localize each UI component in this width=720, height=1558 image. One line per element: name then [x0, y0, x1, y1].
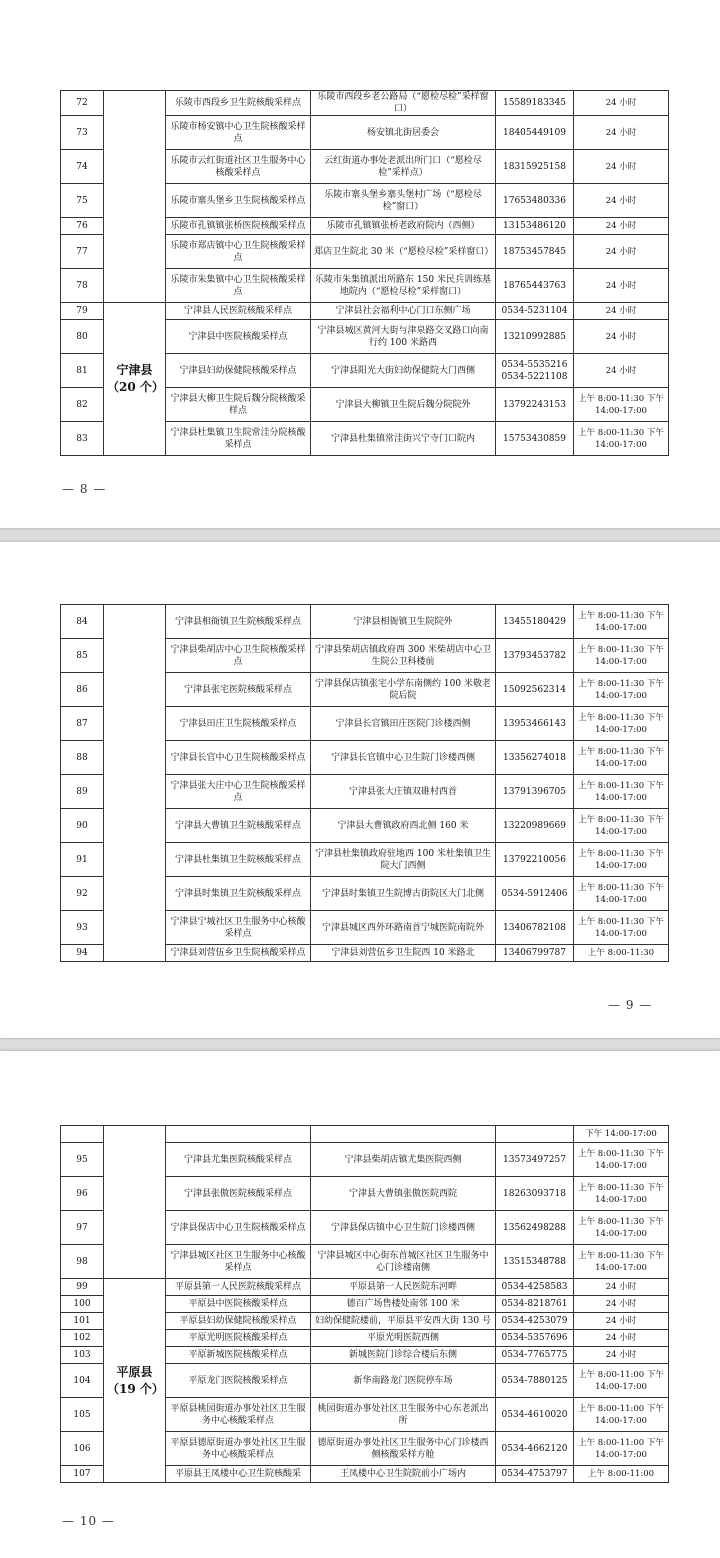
row-number: 90 [61, 809, 104, 843]
site-address: 桃园街道办事处社区卫生服务中心东老派出所 [311, 1398, 496, 1432]
contact-phone: 13792243153 [496, 388, 574, 422]
row-number: 86 [61, 673, 104, 707]
service-hours: 24 小时 [574, 235, 669, 269]
site-address: 乐陵市西段乡老公路局（“愿检尽检”采样窗口） [311, 91, 496, 116]
row-number: 105 [61, 1398, 104, 1432]
service-hours: 上午 8:00-11:30 下午 14:00-17:00 [574, 707, 669, 741]
row-number: 91 [61, 843, 104, 877]
sampling-site-table [60, 604, 669, 962]
row-number: 93 [61, 911, 104, 945]
row-number: 80 [61, 320, 104, 354]
service-hours: 24 小时 [574, 320, 669, 354]
service-hours: 上午 8:00-11:00 下午 14:00-17:00 [574, 1432, 669, 1466]
row-number: 102 [61, 1330, 104, 1347]
row-number: 95 [61, 1143, 104, 1177]
service-hours: 上午 8:00-11:30 下午 14:00-17:00 [574, 605, 669, 639]
site-address: 宁津县保店镇中心卫生院门诊楼西侧 [311, 1211, 496, 1245]
site-address: 新城医院门诊综合楼后东侧 [311, 1347, 496, 1364]
site-address: 宁津县张大庄镇双碓村西首 [311, 775, 496, 809]
site-name: 宁津县相衙镇卫生院核酸采样点 [166, 605, 311, 639]
service-hours: 24 小时 [574, 1347, 669, 1364]
site-address: 平原光明医院西侧 [311, 1330, 496, 1347]
site-address: 德百广场售楼处南邻 100 米 [311, 1296, 496, 1313]
document-page-10 [0, 1051, 720, 1558]
site-address: 宁津县城区中心街东首城区社区卫生服务中心门诊楼南侧 [311, 1245, 496, 1279]
contact-phone: 0534-5535216 0534-5221108 [496, 354, 574, 388]
site-name: 宁津县张宅医院核酸采样点 [166, 673, 311, 707]
service-hours: 24 小时 [574, 1313, 669, 1330]
site-address: 宁津县相衙镇卫生院院外 [311, 605, 496, 639]
county-cell: 平原县（19 个） [104, 1279, 166, 1483]
service-hours: 24 小时 [574, 1279, 669, 1296]
contact-phone: 15092562314 [496, 673, 574, 707]
county-cell: 宁津县（20 个） [104, 303, 166, 456]
service-hours: 24 小时 [574, 116, 669, 150]
service-hours: 上午 8:00-11:30 下午 14:00-17:00 [574, 639, 669, 673]
contact-phone: 18263093718 [496, 1177, 574, 1211]
row-number: 72 [61, 91, 104, 116]
contact-phone: 13356274018 [496, 741, 574, 775]
row-number: 101 [61, 1313, 104, 1330]
site-address: 新华南路龙门医院停车场 [311, 1364, 496, 1398]
service-hours: 下午 14:00-17:00 [574, 1126, 669, 1143]
site-address: 乐陵市寨头堡乡寨头堡村广场（“愿检尽检”窗口） [311, 184, 496, 218]
site-address: 宁津县社会福利中心门口东侧广场 [311, 303, 496, 320]
contact-phone: 0534-4610020 [496, 1398, 574, 1432]
row-number: 74 [61, 150, 104, 184]
service-hours: 上午 8:00-11:00 [574, 1466, 669, 1483]
site-name [166, 1126, 311, 1143]
contact-phone: 13220989669 [496, 809, 574, 843]
site-address: 郑店卫生院北 30 米（“愿检尽检”采样窗口） [311, 235, 496, 269]
site-name: 宁津县保店中心卫生院核酸采样点 [166, 1211, 311, 1245]
contact-phone: 0534-5357696 [496, 1330, 574, 1347]
site-name: 宁津县张傲医院核酸采样点 [166, 1177, 311, 1211]
site-name: 宁津县柴胡店中心卫生院核酸采样点 [166, 639, 311, 673]
site-name: 平原县桃园街道办事处社区卫生服务中心核酸采样点 [166, 1398, 311, 1432]
row-number: 83 [61, 422, 104, 456]
site-address: 王凤楼中心卫生院院前小广场内 [311, 1466, 496, 1483]
contact-phone: 17653480336 [496, 184, 574, 218]
county-cell [104, 605, 166, 962]
site-name: 乐陵市朱集镇中心卫生院核酸采样点 [166, 269, 311, 303]
site-address: 云红街道办事处老派出所门口（“愿检尽检”采样点） [311, 150, 496, 184]
contact-phone: 13562498288 [496, 1211, 574, 1245]
service-hours: 上午 8:00-11:30 下午 14:00-17:00 [574, 843, 669, 877]
page-number: — 10 — [62, 1514, 115, 1528]
service-hours: 上午 8:00-11:30 下午 14:00-17:00 [574, 741, 669, 775]
site-address [311, 1126, 496, 1143]
site-name: 平原新城医院核酸采样点 [166, 1347, 311, 1364]
row-number: 88 [61, 741, 104, 775]
site-address: 妇幼保健院楼前，平原县平安西大街 130 号 [311, 1313, 496, 1330]
site-address: 宁津县城区黄河大街与津泉路交叉路口向南行约 100 米路西 [311, 320, 496, 354]
service-hours: 上午 8:00-11:30 下午 14:00-17:00 [574, 1211, 669, 1245]
site-address: 乐陵市孔镇镇张桥老政府院内（西侧） [311, 218, 496, 235]
site-name: 乐陵市西段乡卫生院核酸采样点 [166, 91, 311, 116]
service-hours: 上午 8:00-11:30 下午 14:00-17:00 [574, 673, 669, 707]
site-name: 平原县王凤楼中心卫生院核酸采 [166, 1466, 311, 1483]
row-number: 78 [61, 269, 104, 303]
contact-phone: 0534-4258583 [496, 1279, 574, 1296]
service-hours: 上午 8:00-11:30 下午 14:00-17:00 [574, 877, 669, 911]
site-name: 平原县德原街道办事处社区卫生服务中心核酸采样点 [166, 1432, 311, 1466]
site-address: 杨安镇北街居委会 [311, 116, 496, 150]
service-hours: 24 小时 [574, 91, 669, 116]
site-name: 宁津县长官中心卫生院核酸采样点 [166, 741, 311, 775]
row-number: 92 [61, 877, 104, 911]
site-name: 宁津县城区社区卫生服务中心核酸采样点 [166, 1245, 311, 1279]
service-hours: 上午 8:00-11:00 下午 14:00-17:00 [574, 1364, 669, 1398]
contact-phone: 15753430859 [496, 422, 574, 456]
row-number: 98 [61, 1245, 104, 1279]
contact-phone: 18315925158 [496, 150, 574, 184]
site-address: 宁津县大柳镇卫生院后魏分院院外 [311, 388, 496, 422]
document-page-8 [0, 0, 720, 528]
service-hours: 上午 8:00-11:30 下午 14:00-17:00 [574, 775, 669, 809]
table-row [61, 91, 669, 116]
site-name: 宁津县大曹镇卫生院核酸采样点 [166, 809, 311, 843]
service-hours: 上午 8:00-11:30 下午 14:00-17:00 [574, 1143, 669, 1177]
site-address: 宁津县刘营伍乡卫生院西 10 米路北 [311, 945, 496, 962]
service-hours: 24 小时 [574, 1330, 669, 1347]
site-name: 平原光明医院核酸采样点 [166, 1330, 311, 1347]
page-number: — 9 — [608, 998, 653, 1012]
row-number: 84 [61, 605, 104, 639]
table-row [61, 1126, 669, 1143]
contact-phone [496, 1126, 574, 1143]
service-hours: 上午 8:00-11:30 下午 14:00-17:00 [574, 911, 669, 945]
service-hours: 上午 8:00-11:30 下午 14:00-17:00 [574, 1245, 669, 1279]
site-name: 宁津县中医院核酸采样点 [166, 320, 311, 354]
contact-phone: 13153486120 [496, 218, 574, 235]
site-name: 乐陵市杨安镇中心卫生院核酸采样点 [166, 116, 311, 150]
site-name: 乐陵市郑店镇中心卫生院核酸采样点 [166, 235, 311, 269]
site-name: 平原县第一人民医院核酸采样点 [166, 1279, 311, 1296]
table-row [61, 303, 669, 320]
row-number: 79 [61, 303, 104, 320]
site-name: 平原龙门医院核酸采样点 [166, 1364, 311, 1398]
site-name: 宁津县刘营伍乡卫生院核酸采样点 [166, 945, 311, 962]
sampling-site-table [60, 90, 669, 456]
site-name: 平原县中医院核酸采样点 [166, 1296, 311, 1313]
service-hours: 上午 8:00-11:30 [574, 945, 669, 962]
site-name: 乐陵市寨头堡乡卫生院核酸采样点 [166, 184, 311, 218]
site-name: 宁津县大柳卫生院后魏分院核酸采样点 [166, 388, 311, 422]
site-address: 宁津县长官镇田庄医院门诊楼西侧 [311, 707, 496, 741]
row-number: 103 [61, 1347, 104, 1364]
row-number: 87 [61, 707, 104, 741]
site-address: 宁津县柴胡店镇政府西 300 米柴胡店中心卫生院公卫科楼前 [311, 639, 496, 673]
row-number: 77 [61, 235, 104, 269]
contact-phone: 0534-4253079 [496, 1313, 574, 1330]
site-name: 宁津县宁城社区卫生服务中心核酸采样点 [166, 911, 311, 945]
contact-phone: 0534-8218761 [496, 1296, 574, 1313]
service-hours: 上午 8:00-11:00 下午 14:00-17:00 [574, 1398, 669, 1432]
site-name: 平原县妇幼保健院核酸采样点 [166, 1313, 311, 1330]
row-number: 76 [61, 218, 104, 235]
row-number: 75 [61, 184, 104, 218]
service-hours: 上午 8:00-11:30 下午 14:00-17:00 [574, 1177, 669, 1211]
contact-phone: 15589183345 [496, 91, 574, 116]
row-number: 106 [61, 1432, 104, 1466]
contact-phone: 13793453782 [496, 639, 574, 673]
contact-phone: 18405449109 [496, 116, 574, 150]
site-name: 乐陵市孔镇镇张桥医院核酸采样点 [166, 218, 311, 235]
service-hours: 上午 8:00-11:30 下午 14:00-17:00 [574, 388, 669, 422]
table-row [61, 1279, 669, 1296]
table-row [61, 605, 669, 639]
service-hours: 24 小时 [574, 354, 669, 388]
site-address: 宁津县时集镇卫生院博古街院区大门北侧 [311, 877, 496, 911]
row-number: 96 [61, 1177, 104, 1211]
site-address: 宁津县城区西外环路南首宁城医院南院外 [311, 911, 496, 945]
site-name: 宁津县妇幼保健院核酸采样点 [166, 354, 311, 388]
contact-phone: 0534-5231104 [496, 303, 574, 320]
contact-phone: 13455180429 [496, 605, 574, 639]
service-hours: 24 小时 [574, 150, 669, 184]
site-name: 宁津县杜集镇卫生院核酸采样点 [166, 843, 311, 877]
county-cell [104, 91, 166, 303]
row-number: 94 [61, 945, 104, 962]
site-name: 宁津县尤集医院核酸采样点 [166, 1143, 311, 1177]
site-address: 宁津县大曹镇张傲医院西院 [311, 1177, 496, 1211]
site-address: 宁津县长官镇中心卫生院门诊楼西侧 [311, 741, 496, 775]
row-number: 82 [61, 388, 104, 422]
site-address: 宁津县阳光大街妇幼保健院大门西侧 [311, 354, 496, 388]
site-name: 乐陵市云红街道社区卫生服务中心核酸采样点 [166, 150, 311, 184]
site-name: 宁津县田庄卫生院核酸采样点 [166, 707, 311, 741]
contact-phone: 13792210056 [496, 843, 574, 877]
row-number: 107 [61, 1466, 104, 1483]
service-hours: 24 小时 [574, 269, 669, 303]
contact-phone: 13953466143 [496, 707, 574, 741]
contact-phone: 0534-4753797 [496, 1466, 574, 1483]
row-number: 73 [61, 116, 104, 150]
service-hours: 24 小时 [574, 184, 669, 218]
contact-phone: 13406799787 [496, 945, 574, 962]
contact-phone: 13515348788 [496, 1245, 574, 1279]
county-cell [104, 1126, 166, 1279]
sampling-site-table [60, 1125, 669, 1483]
contact-phone: 0534-7765775 [496, 1347, 574, 1364]
site-address: 平原县第一人民医院东河畔 [311, 1279, 496, 1296]
site-name: 宁津县杜集镇卫生院常洼分院核酸采样点 [166, 422, 311, 456]
row-number: 85 [61, 639, 104, 673]
site-address: 宁津县大曹镇政府西北侧 160 米 [311, 809, 496, 843]
site-address: 宁津县柴胡店镇尤集医院西侧 [311, 1143, 496, 1177]
site-address: 宁津县保店镇张宅小学东南侧约 100 米敬老院后院 [311, 673, 496, 707]
document-page-9 [0, 542, 720, 1038]
contact-phone: 18765443763 [496, 269, 574, 303]
site-address: 乐陵市朱集镇派出所路东 150 米民兵训练基地院内（“愿检尽检”采样窗口） [311, 269, 496, 303]
service-hours: 24 小时 [574, 218, 669, 235]
row-number: 89 [61, 775, 104, 809]
site-address: 德原街道办事处社区卫生服务中心门诊楼西侧核酸采样方舱 [311, 1432, 496, 1466]
contact-phone: 13406782108 [496, 911, 574, 945]
service-hours: 上午 8:00-11:30 下午 14:00-17:00 [574, 422, 669, 456]
site-name: 宁津县时集镇卫生院核酸采样点 [166, 877, 311, 911]
row-number: 104 [61, 1364, 104, 1398]
row-number: 97 [61, 1211, 104, 1245]
row-number: 81 [61, 354, 104, 388]
contact-phone: 13210992885 [496, 320, 574, 354]
site-name: 宁津县人民医院核酸采样点 [166, 303, 311, 320]
service-hours: 24 小时 [574, 1296, 669, 1313]
contact-phone: 0534-7880125 [496, 1364, 574, 1398]
contact-phone: 0534-4662120 [496, 1432, 574, 1466]
row-number: 100 [61, 1296, 104, 1313]
page-number: — 8 — [62, 482, 107, 496]
service-hours: 上午 8:00-11:30 下午 14:00-17:00 [574, 809, 669, 843]
row-number [61, 1126, 104, 1143]
site-name: 宁津县张大庄中心卫生院核酸采样点 [166, 775, 311, 809]
contact-phone: 0534-5912406 [496, 877, 574, 911]
row-number: 99 [61, 1279, 104, 1296]
contact-phone: 13573497257 [496, 1143, 574, 1177]
site-address: 宁津县杜集镇政府驻地西 100 米杜集镇卫生院大门西侧 [311, 843, 496, 877]
service-hours: 24 小时 [574, 303, 669, 320]
site-address: 宁津县杜集镇常洼街兴宁寺门口院内 [311, 422, 496, 456]
contact-phone: 18753457845 [496, 235, 574, 269]
contact-phone: 13791396705 [496, 775, 574, 809]
